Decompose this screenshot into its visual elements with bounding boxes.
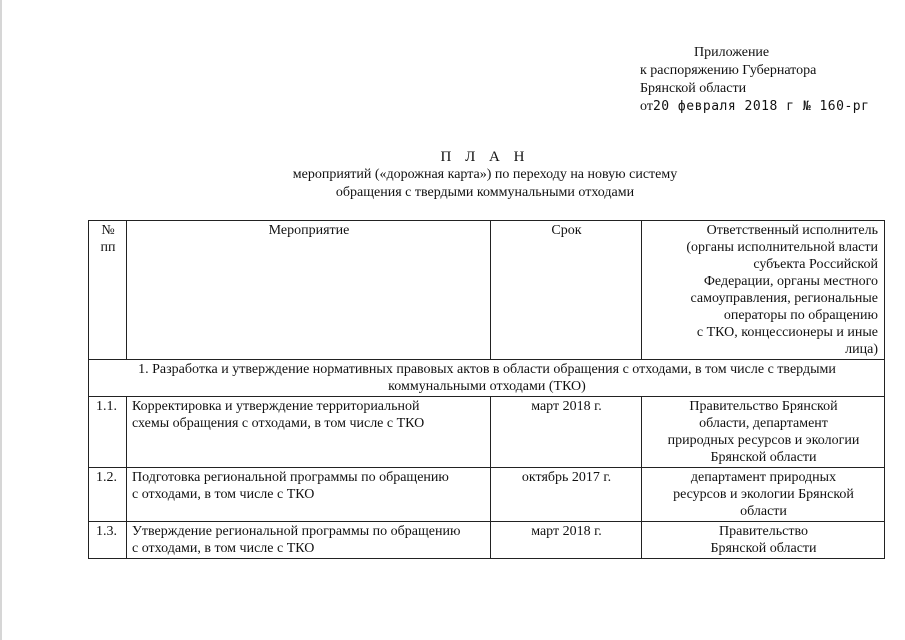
row-term-cell: март 2018 г. [491, 522, 642, 559]
page-edge-shadow [0, 0, 2, 640]
row-event-line: Утверждение региональной программы по обращению [132, 524, 461, 539]
row-responsible-line: Правительство [719, 524, 808, 539]
table-row [89, 522, 885, 559]
row-responsible-cell [642, 522, 885, 559]
row-num-cell: 1.1. [89, 397, 127, 468]
header-responsible-line: (органы исполнительной власти [686, 240, 878, 255]
header-responsible-line: лица) [845, 342, 878, 357]
row-term-cell: март 2018 г. [491, 397, 642, 468]
row-responsible-line: ресурсов и экологии Брянской [673, 487, 854, 502]
row-responsible-cell [642, 468, 885, 522]
header-num-symbol: № [101, 223, 115, 238]
plan-table [88, 220, 885, 559]
appendix-label: Приложение [694, 45, 770, 60]
date-prefix: от [640, 99, 653, 114]
plan-heading: П Л А Н [440, 149, 530, 165]
row-responsible-line: Правительство Брянской [689, 399, 838, 414]
row-term-cell: октябрь 2017 г. [491, 468, 642, 522]
header-responsible-cell [642, 221, 885, 360]
appendix-order-line: к распоряжению Губернатора [640, 63, 817, 78]
section-heading-line2: коммунальными отходами (ТКО) [388, 379, 586, 394]
section-heading-line1: 1. Разработка и утверждение нормативных правовых актов в области обращения с отходами, в том числе с твердыми [138, 362, 836, 377]
row-event-cell [127, 397, 491, 468]
plan-subtitle-line2: обращения с твердыми коммунальными отходами [335, 185, 635, 200]
header-responsible-line: Федерации, органы местного [703, 274, 878, 289]
plan-subtitle-line1: мероприятий («дорожная карта») по переходу на новую систему [292, 167, 678, 182]
header-responsible-line: Ответственный исполнитель [706, 223, 878, 238]
table-row [89, 397, 885, 468]
header-term-cell: Срок [491, 221, 642, 360]
appendix-header [640, 44, 890, 116]
row-event-line: схемы обращения с отходами, в том числе с ТКО [132, 416, 425, 431]
row-num-cell: 1.2. [89, 468, 127, 522]
header-num-cell [89, 221, 127, 360]
appendix-date-line [640, 98, 890, 116]
header-responsible-line: субъекта Российской [753, 257, 878, 272]
table-row [89, 468, 885, 522]
row-responsible-line: природных ресурсов и экологии [667, 433, 860, 448]
row-event-cell [127, 522, 491, 559]
row-event-line: с отходами, в том числе с ТКО [132, 541, 315, 556]
row-event-line: Подготовка региональной программы по обращению [132, 470, 449, 485]
header-num-abbr: пп [100, 240, 116, 255]
header-event-cell: Мероприятие [127, 221, 491, 360]
row-responsible-cell [642, 397, 885, 468]
row-num-cell: 1.3. [89, 522, 127, 559]
row-event-line: Корректировка и утверждение территориальной [132, 399, 420, 414]
appendix-region-line: Брянской области [640, 81, 747, 96]
header-responsible-line: с ТКО, концессионеры и иные [696, 325, 878, 340]
row-responsible-line: области, департамент [699, 416, 828, 431]
row-responsible-line: Брянской области [710, 450, 817, 465]
header-responsible-line: операторы по обращению [723, 308, 878, 323]
handwritten-date: 20 февраля 2018 г № 160-рг [652, 99, 870, 114]
row-responsible-line: области [740, 504, 787, 519]
table-header-row [89, 221, 885, 360]
section-row [89, 360, 885, 397]
section-heading-cell [89, 360, 885, 397]
row-responsible-line: Брянской области [710, 541, 817, 556]
row-event-cell [127, 468, 491, 522]
row-event-line: с отходами, в том числе с ТКО [132, 487, 315, 502]
row-responsible-line: департамент природных [690, 470, 837, 485]
document-title [120, 148, 850, 202]
header-responsible-line: самоуправления, региональные [690, 291, 878, 306]
